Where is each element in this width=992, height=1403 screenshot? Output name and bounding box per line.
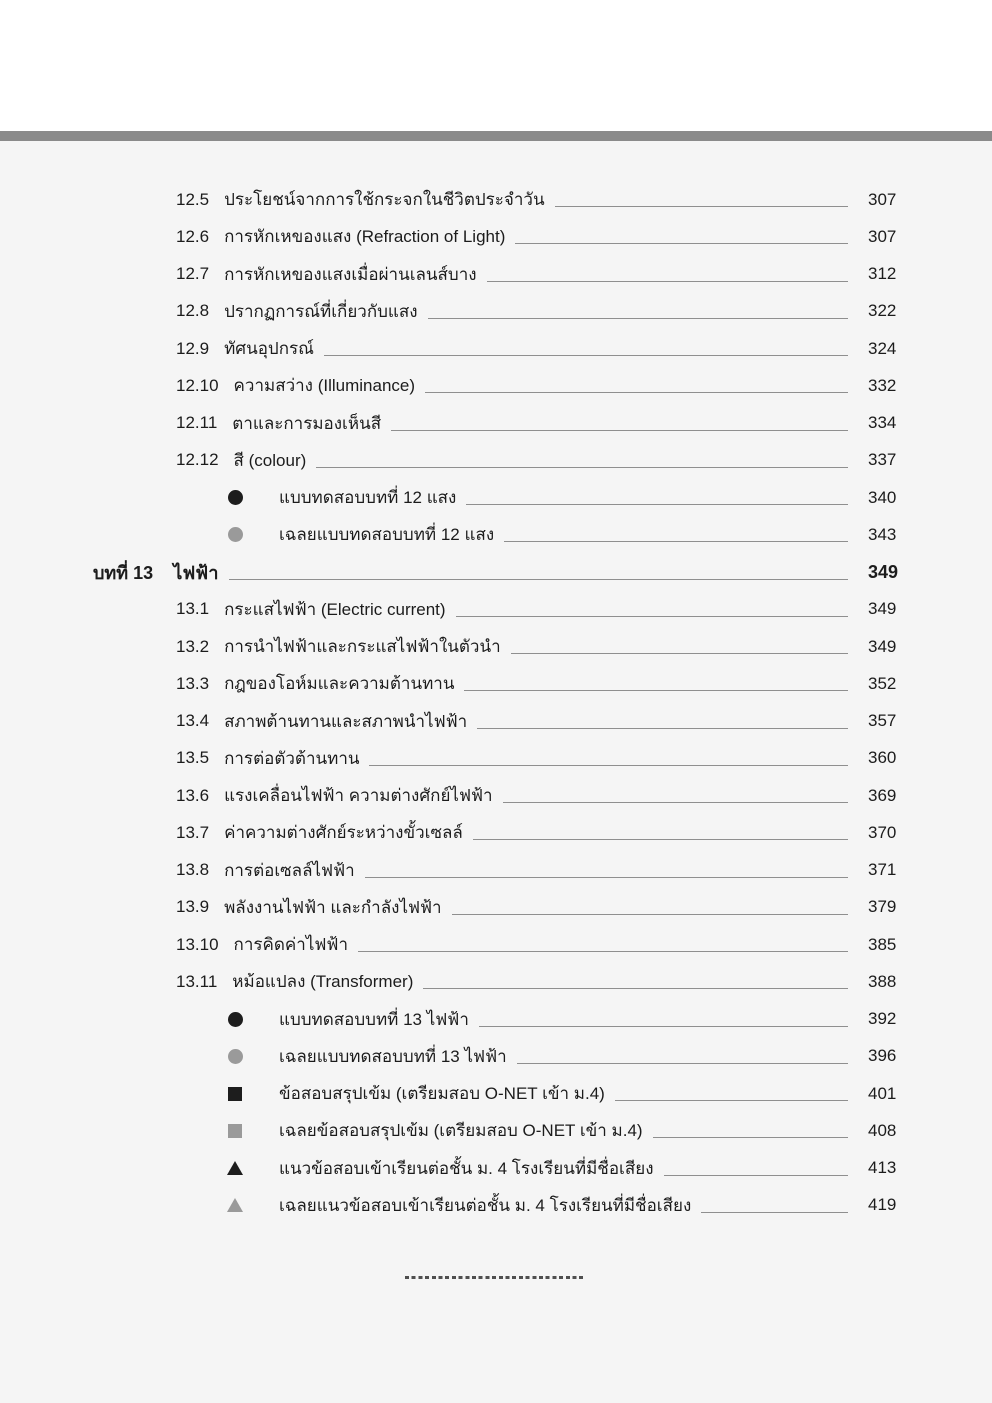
toc-entry-page: 340 [868, 487, 897, 507]
toc-entry-page: 307 [868, 226, 897, 246]
leader-line [477, 728, 848, 729]
toc-row [93, 181, 896, 218]
toc-entry-number: 13.8 [176, 860, 210, 880]
leader-line [229, 579, 848, 580]
toc-entry-page: 370 [868, 822, 897, 842]
leader-line [369, 765, 848, 766]
toc-entry-title: กระแสไฟฟ้า (Electric current) [224, 599, 446, 619]
toc-entry-page: 343 [868, 524, 897, 544]
header-divider-bar [0, 131, 992, 141]
leader-line [358, 951, 848, 952]
toc-row [93, 703, 896, 740]
toc-entry-number: 12.7 [176, 264, 210, 284]
circle-black-icon [228, 1012, 243, 1027]
toc-entry-title: พลังงานไฟฟ้า และกำลังไฟฟ้า [224, 897, 442, 917]
toc-entry-title: แนวข้อสอบเข้าเรียนต่อชั้น ม. 4 โรงเรียนที่มีชื่อเสียง [279, 1158, 654, 1178]
toc-entry-title: แรงเคลื่อนไฟฟ้า ความต่างศักย์ไฟฟ้า [224, 786, 493, 806]
toc-row [93, 889, 896, 926]
toc-row [93, 665, 896, 702]
toc-entry-title: ตาและการมองเห็นสี [232, 413, 382, 433]
leader-line [456, 616, 848, 617]
toc-chapter-row [93, 554, 899, 591]
toc-entry-page: 413 [868, 1158, 897, 1178]
leader-line [555, 206, 848, 207]
toc-entry-page: 369 [868, 785, 897, 805]
toc-entry-page: 401 [868, 1083, 897, 1103]
toc-entry-page: 388 [868, 971, 897, 991]
leader-line [428, 318, 848, 319]
leader-line [473, 839, 848, 840]
toc-entry-page: 419 [868, 1195, 897, 1215]
toc-entry-number: 12.6 [176, 226, 210, 246]
toc-entry-number: 13.9 [176, 897, 210, 917]
toc-entry-title: ทัศนอุปกรณ์ [224, 339, 314, 359]
toc-entry-title: เฉลยข้อสอบสรุปเข้ม (เตรียมสอบ O-NET เข้า ม.4) [279, 1121, 643, 1141]
toc-row [93, 516, 896, 553]
marker-box [227, 1160, 243, 1176]
marker-box [227, 1197, 243, 1213]
toc-entry-page: 332 [868, 375, 897, 395]
footer-dashed-divider [405, 1276, 586, 1279]
marker-box [227, 1011, 243, 1027]
toc-entry-title: การนำไฟฟ้าและกระแสไฟฟ้าในตัวนำ [224, 637, 501, 657]
toc-row [93, 814, 896, 851]
leader-line [664, 1175, 849, 1176]
toc-entry-title: แบบทดสอบบทที่ 13 ไฟฟ้า [279, 1009, 469, 1029]
marker-box [227, 1048, 243, 1064]
leader-line [425, 392, 848, 393]
marker-box [227, 490, 243, 506]
leader-line [615, 1100, 848, 1101]
toc-entry-number: 13.2 [176, 636, 210, 656]
toc-row [93, 628, 896, 665]
leader-line [316, 467, 848, 468]
chapter-number: บทที่ 13 [93, 562, 154, 583]
toc-row [93, 740, 896, 777]
leader-line [391, 430, 848, 431]
toc-row [93, 1075, 896, 1112]
toc-entry-page: 396 [868, 1046, 897, 1066]
toc-row [93, 852, 896, 889]
toc-entry-number: 13.5 [176, 748, 210, 768]
toc-entry-title: เฉลยแบบทดสอบบทที่ 13 ไฟฟ้า [279, 1046, 507, 1066]
toc-row [93, 1187, 896, 1224]
leader-line [452, 914, 848, 915]
toc-entry-title: แบบทดสอบบทที่ 12 แสง [279, 488, 457, 508]
toc-row [93, 256, 896, 293]
toc-row [93, 926, 896, 963]
leader-line [701, 1212, 848, 1213]
toc-entry-page: 307 [868, 189, 897, 209]
toc-entry-number: 12.9 [176, 338, 210, 358]
leader-line [511, 653, 848, 654]
toc-entry-page: 379 [868, 897, 897, 917]
toc-entry-number: 12.11 [176, 413, 218, 433]
toc-row [93, 479, 896, 516]
toc-row [93, 405, 896, 442]
circle-gray-icon [228, 527, 243, 542]
leader-line [515, 243, 848, 244]
toc-row [93, 1150, 896, 1187]
toc-row [93, 1001, 896, 1038]
circle-gray-icon [228, 1049, 243, 1064]
toc-entry-title: เฉลยแนวข้อสอบเข้าเรียนต่อชั้น ม. 4 โรงเรียนที่มีชื่อเสียง [279, 1195, 692, 1215]
toc-entry-page: 322 [868, 301, 897, 321]
toc-entry-page: 349 [868, 599, 897, 619]
toc-entry-title: การต่อตัวต้านทาน [224, 748, 360, 768]
toc-entry-title: การต่อเซลล์ไฟฟ้า [224, 860, 355, 880]
toc-entry-number: 12.8 [176, 301, 210, 321]
toc-entry-page: 349 [868, 636, 897, 656]
toc-entry-number: 12.12 [176, 450, 219, 470]
leader-line [464, 690, 848, 691]
toc-row [93, 293, 896, 330]
square-black-icon [228, 1087, 242, 1101]
leader-line [479, 1026, 848, 1027]
toc-entry-page: 385 [868, 934, 897, 954]
toc-row [93, 367, 896, 404]
toc-row [93, 218, 896, 255]
toc-entry-title: เฉลยแบบทดสอบบทที่ 12 แสง [279, 525, 495, 545]
leader-line [487, 281, 848, 282]
toc-entry-number: 13.10 [176, 934, 219, 954]
page-top-margin [0, 0, 992, 131]
toc-entry-page: 312 [868, 264, 897, 284]
circle-black-icon [228, 490, 243, 505]
toc-row [93, 777, 896, 814]
leader-line [423, 988, 848, 989]
toc-entry-title: การหักเหของแสงเมื่อผ่านเลนส์บาง [224, 264, 477, 284]
toc-entry-page: 349 [868, 561, 899, 582]
toc-entry-title: ค่าความต่างศักย์ระหว่างขั้วเซลล์ [224, 823, 463, 843]
toc-entry-page: 324 [868, 338, 897, 358]
leader-line [503, 802, 848, 803]
leader-line [466, 504, 848, 505]
triangle-gray-icon [227, 1198, 243, 1212]
toc-row [93, 591, 896, 628]
toc-entry-title: กฎของโอห์มและความต้านทาน [224, 674, 455, 694]
toc-entry-title: สี (colour) [233, 450, 307, 470]
leader-line [504, 541, 848, 542]
toc-entry-title: ความสว่าง (Illuminance) [233, 376, 416, 396]
toc-entry-title: หม้อแปลง (Transformer) [232, 972, 414, 992]
toc-entry-page: 352 [868, 673, 897, 693]
toc-row [93, 963, 896, 1000]
toc-entry-title: ประโยชน์จากการใช้กระจกในชีวิตประจำวัน [224, 190, 545, 210]
toc-row [93, 1112, 896, 1149]
toc-row [93, 330, 896, 367]
toc-entry-title: การหักเหของแสง (Refraction of Light) [224, 227, 506, 247]
table-of-contents [93, 181, 899, 1224]
triangle-black-icon [227, 1161, 243, 1175]
marker-box [227, 1123, 243, 1139]
toc-entry-page: 357 [868, 711, 897, 731]
toc-entry-title: ข้อสอบสรุปเข้ม (เตรียมสอบ O-NET เข้า ม.4) [279, 1084, 605, 1104]
toc-entry-title: การคิดค่าไฟฟ้า [233, 935, 349, 955]
toc-entry-number: 13.11 [176, 971, 218, 991]
toc-entry-page: 371 [868, 860, 897, 880]
toc-entry-title: ปรากฏการณ์ที่เกี่ยวกับแสง [224, 301, 418, 321]
toc-entry-number: 13.1 [176, 599, 210, 619]
marker-box [227, 1086, 243, 1102]
chapter-title: ไฟฟ้า [173, 562, 219, 583]
toc-entry-number: 13.4 [176, 711, 210, 731]
leader-line [517, 1063, 848, 1064]
toc-entry-page: 337 [868, 450, 897, 470]
toc-entry-number: 12.5 [176, 189, 210, 209]
toc-entry-number: 13.7 [176, 822, 210, 842]
marker-box [227, 527, 243, 543]
toc-entry-page: 392 [868, 1009, 897, 1029]
toc-entry-page: 360 [868, 748, 897, 768]
leader-line [324, 355, 848, 356]
toc-entry-page: 408 [868, 1120, 897, 1140]
toc-row [93, 442, 896, 479]
toc-entry-title: สภาพต้านทานและสภาพนำไฟฟ้า [224, 711, 468, 731]
toc-entry-number: 12.10 [176, 375, 219, 395]
toc-entry-number: 13.6 [176, 785, 210, 805]
toc-row [93, 1038, 896, 1075]
leader-line [653, 1137, 848, 1138]
toc-entry-number: 13.3 [176, 673, 210, 693]
square-gray-icon [228, 1124, 242, 1138]
toc-entry-page: 334 [868, 413, 897, 433]
leader-line [365, 877, 848, 878]
